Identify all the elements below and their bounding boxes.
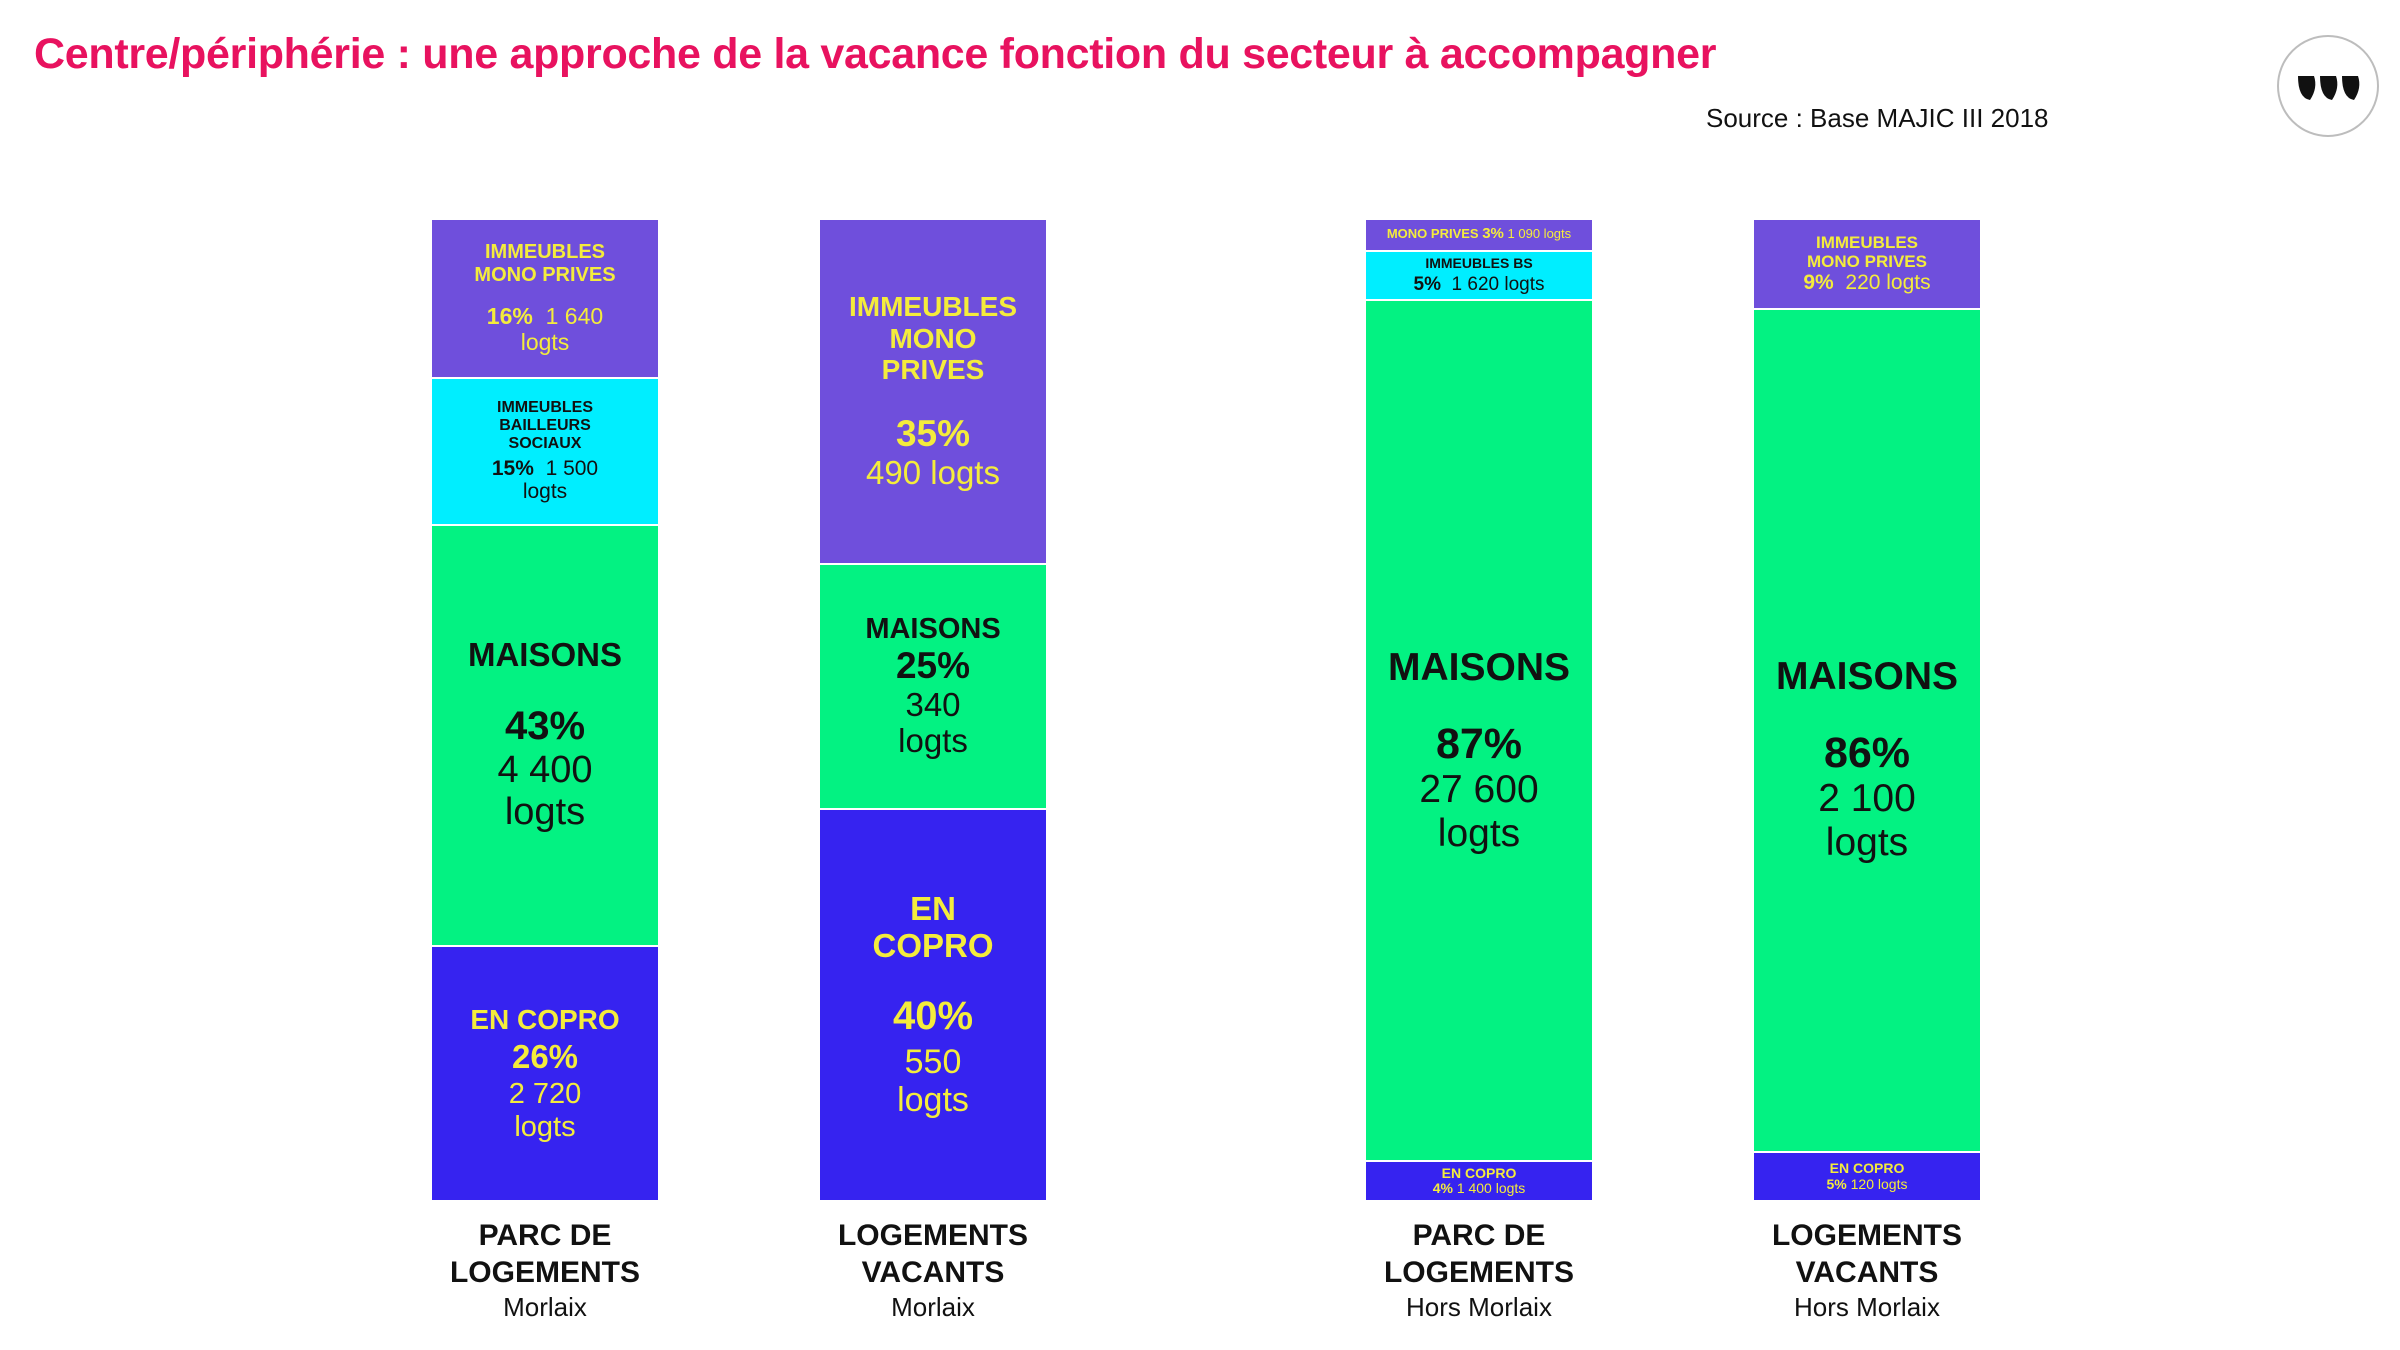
bar-segment bbox=[820, 808, 1046, 1200]
segment-percent: 26% bbox=[511, 1038, 579, 1076]
segment-count: 340 bbox=[905, 685, 961, 723]
segment-percent: 3% bbox=[1482, 225, 1504, 243]
bar-parc-hors-morlaix bbox=[1366, 220, 1592, 1200]
segment-label: MAISONS bbox=[467, 636, 622, 674]
segment-count: 1 090 logts bbox=[1507, 226, 1572, 242]
category-label-main: LOGEMENTS bbox=[1771, 1219, 1962, 1252]
segment-count: 4 400 bbox=[497, 748, 593, 791]
segment-percent: 86% bbox=[1823, 728, 1911, 777]
segment-unit: logts bbox=[897, 1081, 969, 1120]
bar-segment bbox=[820, 563, 1046, 808]
page-title: Centre/périphérie : une approche de la vacance fonction du secteur à accompagner bbox=[34, 30, 1717, 78]
category-label-main: PARC DE bbox=[1412, 1219, 1546, 1252]
segment-percent: 5% bbox=[1413, 273, 1441, 295]
segment-percent: 4% bbox=[1432, 1180, 1453, 1197]
segment-count: 1 400 logts bbox=[1456, 1180, 1526, 1197]
segment-label: MONO PRIVES bbox=[474, 263, 616, 286]
category-label-main: VACANTS bbox=[1795, 1255, 1939, 1289]
segment-count: 1 500 bbox=[545, 456, 599, 480]
segment-count: 2 720 bbox=[508, 1078, 582, 1111]
bar-segment bbox=[1366, 299, 1592, 1160]
bar-segment bbox=[820, 220, 1046, 563]
segment-label: EN COPRO bbox=[470, 1003, 620, 1035]
segment-percent: 9% bbox=[1803, 271, 1834, 295]
bar-segment bbox=[432, 524, 658, 945]
segment-label: MAISONS bbox=[865, 612, 1001, 645]
bar-segment bbox=[432, 220, 658, 377]
bar-vacants-morlaix bbox=[820, 220, 1046, 1200]
segment-label: EN COPRO bbox=[1829, 1159, 1905, 1176]
segment-percent: 15% bbox=[491, 456, 534, 480]
segment-count: 1 640 bbox=[545, 303, 604, 330]
segment-unit: logts bbox=[522, 480, 568, 504]
segment-count: 220 logts bbox=[1845, 271, 1931, 295]
segment-count: 27 600 bbox=[1419, 768, 1539, 812]
segment-percent: 43% bbox=[504, 704, 586, 749]
segment-percent: 25% bbox=[895, 645, 971, 687]
segment-percent: 40% bbox=[892, 994, 974, 1039]
bar-parc-morlaix bbox=[432, 220, 658, 1200]
segment-percent: 16% bbox=[486, 303, 533, 330]
segment-label: EN bbox=[910, 889, 956, 927]
category-label-sub: Hors Morlaix bbox=[1794, 1292, 1940, 1323]
segment-percent: 5% bbox=[1826, 1175, 1847, 1192]
segment-percent: 87% bbox=[1435, 719, 1523, 768]
segment-label: BAILLEURS bbox=[499, 416, 591, 434]
segment-label: IMMEUBLES bbox=[485, 241, 605, 264]
segment-label: SOCIAUX bbox=[508, 434, 582, 452]
category-label-main: LOGEMENTS bbox=[449, 1255, 640, 1289]
category-label bbox=[1717, 1218, 2017, 1325]
segment-label: IMMEUBLES bbox=[497, 398, 593, 416]
bar-segment bbox=[1366, 250, 1592, 299]
segment-count: 550 bbox=[904, 1043, 962, 1082]
category-label-sub: Morlaix bbox=[891, 1292, 975, 1323]
bar-segment bbox=[1754, 1151, 1980, 1200]
segment-label: MONO PRIVES bbox=[1807, 252, 1927, 272]
segment-label: EN COPRO bbox=[1441, 1164, 1517, 1181]
segment-label: MONO PRIVES bbox=[1386, 226, 1479, 242]
segment-label: IMMEUBLES bbox=[1816, 233, 1918, 253]
segment-unit: logts bbox=[1825, 820, 1909, 864]
segment-label: MAISONS bbox=[1387, 646, 1570, 690]
segment-unit: logts bbox=[1437, 811, 1521, 855]
category-label-main: LOGEMENTS bbox=[1383, 1255, 1574, 1289]
segment-count: 1 620 logts bbox=[1451, 273, 1545, 295]
bar-segment bbox=[1754, 220, 1980, 308]
segment-label: MAISONS bbox=[1775, 655, 1958, 699]
segment-label: IMMEUBLES BS bbox=[1425, 254, 1533, 271]
bar-segment bbox=[432, 945, 658, 1200]
bar-segment bbox=[1754, 308, 1980, 1151]
source-note: Source : Base MAJIC III 2018 bbox=[1706, 103, 2049, 133]
segment-label: COPRO bbox=[872, 926, 994, 964]
category-label bbox=[1329, 1218, 1629, 1325]
category-label-main: LOGEMENTS bbox=[837, 1219, 1028, 1252]
brand-logo-icon bbox=[2276, 34, 2380, 138]
segment-count: 2 100 bbox=[1818, 777, 1916, 821]
segment-count: 120 logts bbox=[1850, 1175, 1908, 1192]
category-label bbox=[395, 1218, 695, 1325]
category-label-sub: Morlaix bbox=[503, 1292, 587, 1323]
segment-label: PRIVES bbox=[881, 353, 985, 385]
bar-segment bbox=[1366, 220, 1592, 250]
segment-unit: logts bbox=[504, 791, 586, 834]
category-label bbox=[783, 1218, 1083, 1325]
category-label-main: VACANTS bbox=[861, 1255, 1005, 1289]
segment-unit: logts bbox=[520, 328, 570, 355]
category-label-sub: Hors Morlaix bbox=[1406, 1292, 1552, 1323]
bar-segment bbox=[432, 377, 658, 524]
category-label-main: PARC DE bbox=[478, 1219, 612, 1252]
segment-percent: 35% bbox=[895, 413, 971, 455]
bar-vacants-hors-morlaix bbox=[1754, 220, 1980, 1200]
bar-segment bbox=[1366, 1160, 1592, 1200]
segment-unit: logts bbox=[898, 722, 968, 760]
segment-unit: logts bbox=[514, 1110, 576, 1143]
segment-count: 490 logts bbox=[866, 453, 1000, 491]
segment-label: IMMEUBLES bbox=[849, 291, 1017, 323]
segment-label: MONO bbox=[889, 322, 977, 354]
